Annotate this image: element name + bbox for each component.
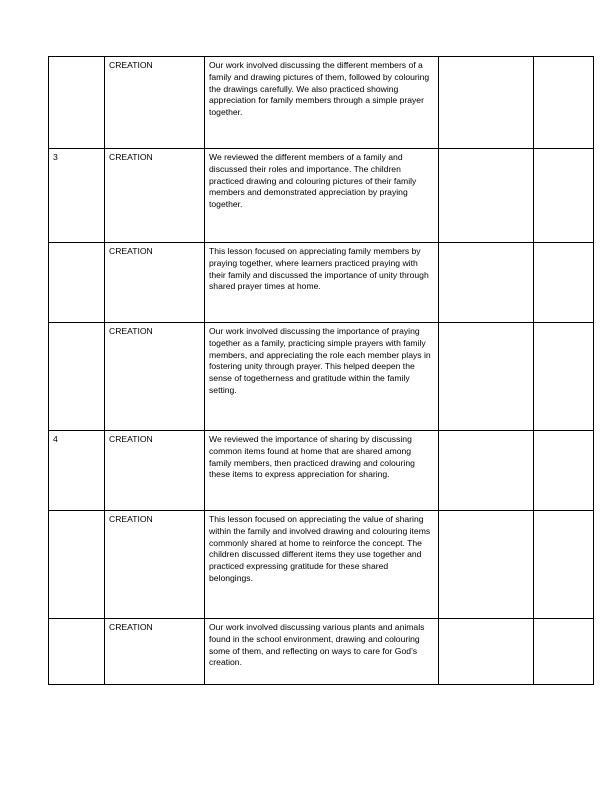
week-cell: 4 [49,431,105,511]
signature-cell [534,619,594,685]
description-cell: Our work involved discussing the different members of a family and drawing pictures of them, followed by colouring the drawings carefully. We also practiced showing appreciation for family members through a simple prayer together. [205,57,439,149]
strand-cell: CREATION [105,511,205,619]
strand-cell: CREATION [105,619,205,685]
description-cell: We reviewed the importance of sharing by discussing common items found at home that are shared among family members, then practiced drawing and colouring these items to express appreciation for sharing. [205,431,439,511]
signature-cell [534,323,594,431]
signature-cell [534,243,594,323]
description-cell: This lesson focused on appreciating family members by praying together, where learners practiced praying with their family and discussed the importance of unity through shared prayer times at home. [205,243,439,323]
description-cell: This lesson focused on appreciating the value of sharing within the family and involved drawing and colouring items commonly shared at home to reinforce the concept. The children discussed different items they use together and practiced expressing gratitude for these shared belongings. [205,511,439,619]
table-row [49,431,594,511]
signature-cell [534,57,594,149]
signature-cell [534,511,594,619]
strand-cell: CREATION [105,149,205,243]
remarks-cell [439,619,534,685]
table-row [49,57,594,149]
week-cell [49,619,105,685]
remarks-cell [439,511,534,619]
remarks-cell [439,57,534,149]
table-row [49,149,594,243]
remarks-cell [439,243,534,323]
table-row [49,619,594,685]
description-cell: Our work involved discussing the importance of praying together as a family, practicing simple prayers with family members, and appreciating the role each member plays in fostering unity through prayer. This helped deepen the sense of togetherness and gratitude within the family setting. [205,323,439,431]
table-row [49,511,594,619]
table-row [49,323,594,431]
description-cell: We reviewed the different members of a family and discussed their roles and importance. The children practiced drawing and colouring pictures of their family members and demonstrated appreciation by praying together. [205,149,439,243]
strand-cell: CREATION [105,323,205,431]
remarks-cell [439,149,534,243]
week-cell: 3 [49,149,105,243]
week-cell [49,57,105,149]
signature-cell [534,149,594,243]
strand-cell: CREATION [105,431,205,511]
signature-cell [534,431,594,511]
week-cell [49,511,105,619]
remarks-cell [439,323,534,431]
table-row [49,243,594,323]
remarks-cell [439,431,534,511]
week-cell [49,323,105,431]
strand-cell: CREATION [105,243,205,323]
lesson-record-table [48,56,594,685]
week-cell [49,243,105,323]
description-cell: Our work involved discussing various plants and animals found in the school environment, drawing and colouring some of them, and reflecting on ways to care for God’s creation. [205,619,439,685]
strand-cell: CREATION [105,57,205,149]
